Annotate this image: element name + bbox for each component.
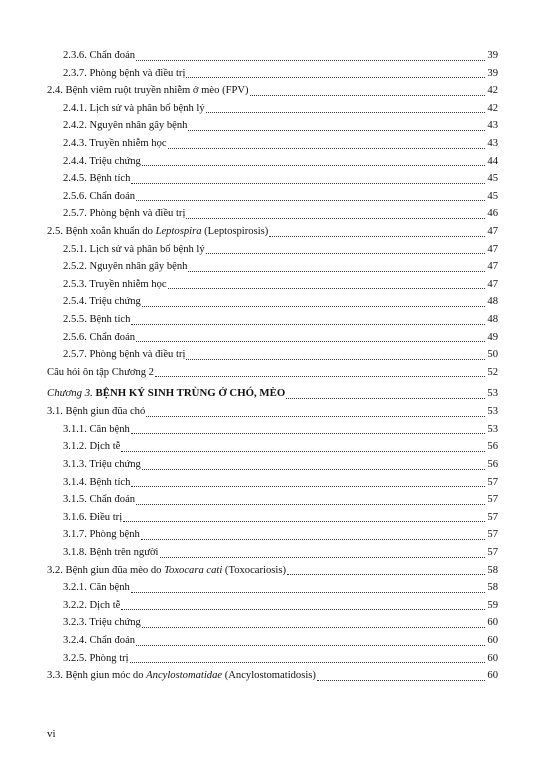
toc-title-text: 3.2.2. Dịch tễ (63, 599, 121, 611)
toc-page-number: 43 (487, 120, 498, 132)
toc-title-text: 3.1.5. Chẩn đoán (63, 494, 136, 506)
dot-leader (186, 218, 485, 219)
dot-leader (142, 627, 485, 628)
toc-page-number: 45 (487, 173, 498, 185)
toc-subsection-entry[interactable] (47, 258, 498, 276)
dot-leader (131, 486, 485, 487)
toc-entry-title (63, 47, 135, 65)
toc-subsection-entry[interactable] (47, 241, 498, 259)
dot-leader (186, 77, 485, 78)
dot-leader (131, 592, 485, 593)
toc-title-text: 3.3. Bệnh giun móc do (47, 670, 147, 682)
dot-leader (131, 433, 485, 434)
toc-title-text: 2.5.6. Chẩn đoán (63, 190, 136, 202)
toc-subsection-entry[interactable] (47, 47, 498, 65)
toc-page-number: 56 (487, 441, 498, 453)
toc-title-text: 3.1.2. Dịch tễ (63, 441, 121, 453)
toc-entry-title (63, 474, 130, 492)
toc-entry-title (47, 403, 145, 421)
toc-subsection-entry[interactable] (47, 474, 498, 492)
toc-subsection-entry[interactable] (47, 153, 498, 171)
toc-title-text: 2.5.4. Triệu chứng (63, 296, 141, 308)
toc-page-number: 52 (487, 366, 498, 378)
dot-leader (142, 306, 485, 307)
toc-subsection-entry[interactable] (47, 205, 498, 223)
toc-page-number: 50 (487, 349, 498, 361)
toc-page-number: 46 (487, 208, 498, 220)
toc-title-text: 2.5.7. Phòng bệnh và điều trị (63, 208, 186, 220)
toc-entry-title (63, 329, 135, 347)
dot-leader (287, 574, 485, 575)
toc-title-text: (Ancylostomatidosis) (222, 670, 316, 682)
toc-chapter-entry[interactable] (47, 383, 498, 403)
toc-title-text: 2.4. Bệnh viêm ruột truyền nhiễm ở mèo (FPV) (47, 85, 249, 97)
dot-leader (141, 539, 485, 540)
toc-subsection-entry[interactable] (47, 311, 498, 329)
toc-entry-title (63, 346, 185, 364)
toc-entry-title (63, 188, 135, 206)
toc-title-text: 2.4.1. Lịch sử và phân bố bệnh lý (63, 102, 205, 114)
toc-subsection-entry[interactable] (47, 456, 498, 474)
toc-entry-title (47, 562, 286, 580)
toc-entry-title (63, 491, 135, 509)
toc-title-text: 3.2.5. Phòng trị (63, 652, 129, 664)
toc-title-italic: Leptospira (155, 225, 202, 237)
toc-title-text: 2.5.7. Phòng bệnh và điều trị (63, 349, 186, 361)
dot-leader (168, 148, 485, 149)
toc-subsection-entry[interactable] (47, 491, 498, 509)
toc-subsection-entry[interactable] (47, 100, 498, 118)
toc-page-number: 60 (487, 670, 498, 682)
toc-title-text: 3.2.3. Triệu chứng (63, 617, 141, 629)
dot-leader (168, 288, 485, 289)
toc-title-text: 2.5.6. Chẩn đoán (63, 331, 136, 343)
toc-page-number: 42 (487, 85, 498, 97)
toc-subsection-entry[interactable] (47, 614, 498, 632)
toc-entry-title (63, 544, 159, 562)
dot-leader (269, 236, 485, 237)
toc-title-text: (Toxocariosis) (222, 564, 286, 576)
toc-title-text: 3.1.3. Triệu chứng (63, 459, 141, 471)
toc-page-number: 44 (487, 155, 498, 167)
toc-page-number: 42 (487, 102, 498, 114)
toc-title-text: 2.4.2. Nguyên nhân gây bệnh (63, 120, 188, 132)
toc-subsection-entry[interactable] (47, 579, 498, 597)
toc-page-number: 43 (487, 137, 498, 149)
toc-entry-title (47, 364, 154, 382)
toc-page-number: 39 (487, 67, 498, 79)
toc-page-number: 47 (487, 278, 498, 290)
toc-entry-title (63, 438, 120, 456)
toc-title-text: 3.1.4. Bệnh tích (63, 476, 131, 488)
toc-page-number: 49 (487, 331, 498, 343)
toc-page-number: 45 (487, 190, 498, 202)
toc-title-italic: Chương 3. (47, 387, 96, 400)
dot-leader (317, 680, 485, 681)
toc-subsection-entry[interactable] (47, 276, 498, 294)
toc-entry-title (63, 117, 187, 135)
toc-subsection-entry[interactable] (47, 346, 498, 364)
toc-title-text: 3.1. Bệnh giun đũa chó (47, 406, 146, 418)
toc-page-number: 60 (487, 617, 498, 629)
toc-page-number: 57 (487, 529, 498, 541)
toc-entry-title (63, 597, 120, 615)
dot-leader (136, 200, 485, 201)
toc-entry-title (63, 421, 130, 439)
toc-title-text: 2.3.7. Phòng bệnh và điều trị (63, 67, 186, 79)
dot-leader (188, 130, 485, 131)
toc-page-number: 47 (487, 243, 498, 255)
toc-entry-title (63, 311, 130, 329)
toc-section-entry[interactable] (47, 667, 498, 685)
toc-section-entry[interactable] (47, 403, 498, 421)
toc-page-number: 58 (487, 582, 498, 594)
toc-entry-title (63, 632, 135, 650)
toc-entry-title (63, 170, 130, 188)
toc-entry-title (63, 205, 185, 223)
dot-leader (136, 60, 485, 61)
toc-title-italic: Toxocara cati (164, 564, 223, 576)
toc-page-number: 48 (487, 313, 498, 325)
toc-subsection-entry[interactable] (47, 526, 498, 544)
toc-page-number: 59 (487, 599, 498, 611)
toc-page-number: 53 (487, 387, 498, 400)
toc-title-text: 3.2.1. Căn bệnh (63, 582, 130, 594)
toc-entry-title (63, 65, 185, 83)
dot-leader (155, 376, 485, 377)
toc-entry-title (63, 509, 122, 527)
toc-subsection-entry[interactable] (47, 188, 498, 206)
toc-page-number: 47 (487, 225, 498, 237)
toc-page-number: 39 (487, 50, 498, 61)
dot-leader (206, 253, 485, 254)
dot-leader (186, 359, 485, 360)
toc-page-number: 57 (487, 494, 498, 506)
toc-entry-title (63, 650, 129, 668)
toc-title-text: 3.1.8. Bệnh trên người (63, 547, 159, 559)
toc-title-text: 3.1.1. Căn bệnh (63, 423, 130, 435)
toc-title-text: 2.5.1. Lịch sử và phân bố bệnh lý (63, 243, 205, 255)
table-of-contents (47, 47, 498, 685)
toc-page-number: 60 (487, 652, 498, 664)
toc-title-text: 3.2.4. Chẩn đoán (63, 635, 136, 646)
toc-subsection-entry[interactable] (47, 421, 498, 439)
toc-subsection-entry[interactable] (47, 329, 498, 347)
toc-title-text: 2.5. Bệnh xoắn khuẩn do (47, 225, 156, 237)
dot-leader (206, 112, 485, 113)
toc-entry-title (63, 526, 140, 544)
dot-leader (142, 469, 485, 470)
toc-title-text: Câu hỏi ôn tập Chương 2 (47, 366, 154, 378)
toc-subsection-entry[interactable] (47, 438, 498, 456)
toc-subsection-entry[interactable] (47, 632, 498, 650)
dot-leader (123, 521, 485, 522)
toc-entry-title (63, 579, 130, 597)
dot-leader (286, 398, 485, 399)
toc-page-number: 48 (487, 296, 498, 308)
dot-leader (121, 451, 485, 452)
dot-leader (142, 165, 485, 166)
dot-leader (250, 95, 485, 96)
toc-page-number: 58 (487, 564, 498, 576)
toc-subsection-entry[interactable] (47, 293, 498, 311)
toc-title-text: 2.4.5. Bệnh tích (63, 173, 131, 185)
toc-title-text: 2.4.3. Truyền nhiễm học (63, 137, 167, 149)
dot-leader (131, 183, 485, 184)
toc-entry-title (47, 223, 268, 241)
toc-subsection-entry[interactable] (47, 135, 498, 153)
toc-page-number: 57 (487, 547, 498, 559)
toc-title-text: 2.4.4. Triệu chứng (63, 155, 141, 167)
toc-title-text: 3.1.7. Phòng bệnh (63, 529, 140, 541)
toc-subsection-entry[interactable] (47, 597, 498, 615)
toc-page-number: 57 (487, 476, 498, 488)
toc-entry-title (63, 614, 141, 632)
dot-leader (136, 341, 485, 342)
dot-leader (136, 645, 485, 646)
toc-title-text: 2.5.3. Truyền nhiễm học (63, 278, 167, 290)
toc-subsection-entry[interactable] (47, 509, 498, 527)
toc-title-text: 2.5.5. Bệnh tích (63, 313, 131, 325)
toc-title-text: (Leptospirosis) (201, 225, 269, 237)
toc-page-number: 53 (487, 423, 498, 435)
toc-section-entry[interactable] (47, 562, 498, 580)
dot-leader (131, 324, 485, 325)
toc-title-text: 2.3.6. Chẩn đoán (63, 50, 136, 61)
toc-section-entry[interactable] (47, 223, 498, 241)
toc-entry-title (63, 135, 167, 153)
toc-subsection-entry[interactable] (47, 650, 498, 668)
toc-title-italic: Ancylostomatidae (146, 670, 223, 682)
toc-subsection-entry[interactable] (47, 170, 498, 188)
dot-leader (146, 416, 485, 417)
toc-entry-title (63, 258, 187, 276)
toc-page-number: 60 (487, 635, 498, 646)
toc-title-text: 3.2. Bệnh giun đũa mèo do (47, 564, 165, 576)
toc-entry-title (63, 100, 205, 118)
toc-page-number: 57 (487, 511, 498, 523)
toc-entry-title (63, 276, 167, 294)
toc-entry-title (63, 456, 141, 474)
toc-page-number: 53 (487, 406, 498, 418)
dot-leader (136, 504, 485, 505)
toc-page-number: 56 (487, 459, 498, 471)
toc-entry-title (63, 293, 141, 311)
toc-entry-title (47, 383, 285, 403)
toc-page-number: 47 (487, 261, 498, 273)
toc-entry-title (47, 667, 316, 685)
dot-leader (188, 271, 485, 272)
toc-entry-title (63, 241, 205, 259)
toc-entry-title (47, 82, 249, 100)
toc-subsection-entry[interactable] (47, 117, 498, 135)
dot-leader (130, 662, 485, 663)
page-number: vi (47, 728, 56, 740)
toc-section-entry[interactable] (47, 82, 498, 100)
toc-section-entry[interactable] (47, 364, 498, 382)
toc-title-bold: BỆNH KÝ SINH TRÙNG Ở CHÓ, MÈO (95, 387, 286, 400)
dot-leader (160, 557, 486, 558)
toc-subsection-entry[interactable] (47, 65, 498, 83)
toc-subsection-entry[interactable] (47, 544, 498, 562)
toc-title-text: 3.1.6. Điều trị (63, 511, 123, 523)
toc-title-text: 2.5.2. Nguyên nhân gây bệnh (63, 261, 188, 273)
dot-leader (121, 609, 485, 610)
toc-entry-title (63, 153, 141, 171)
